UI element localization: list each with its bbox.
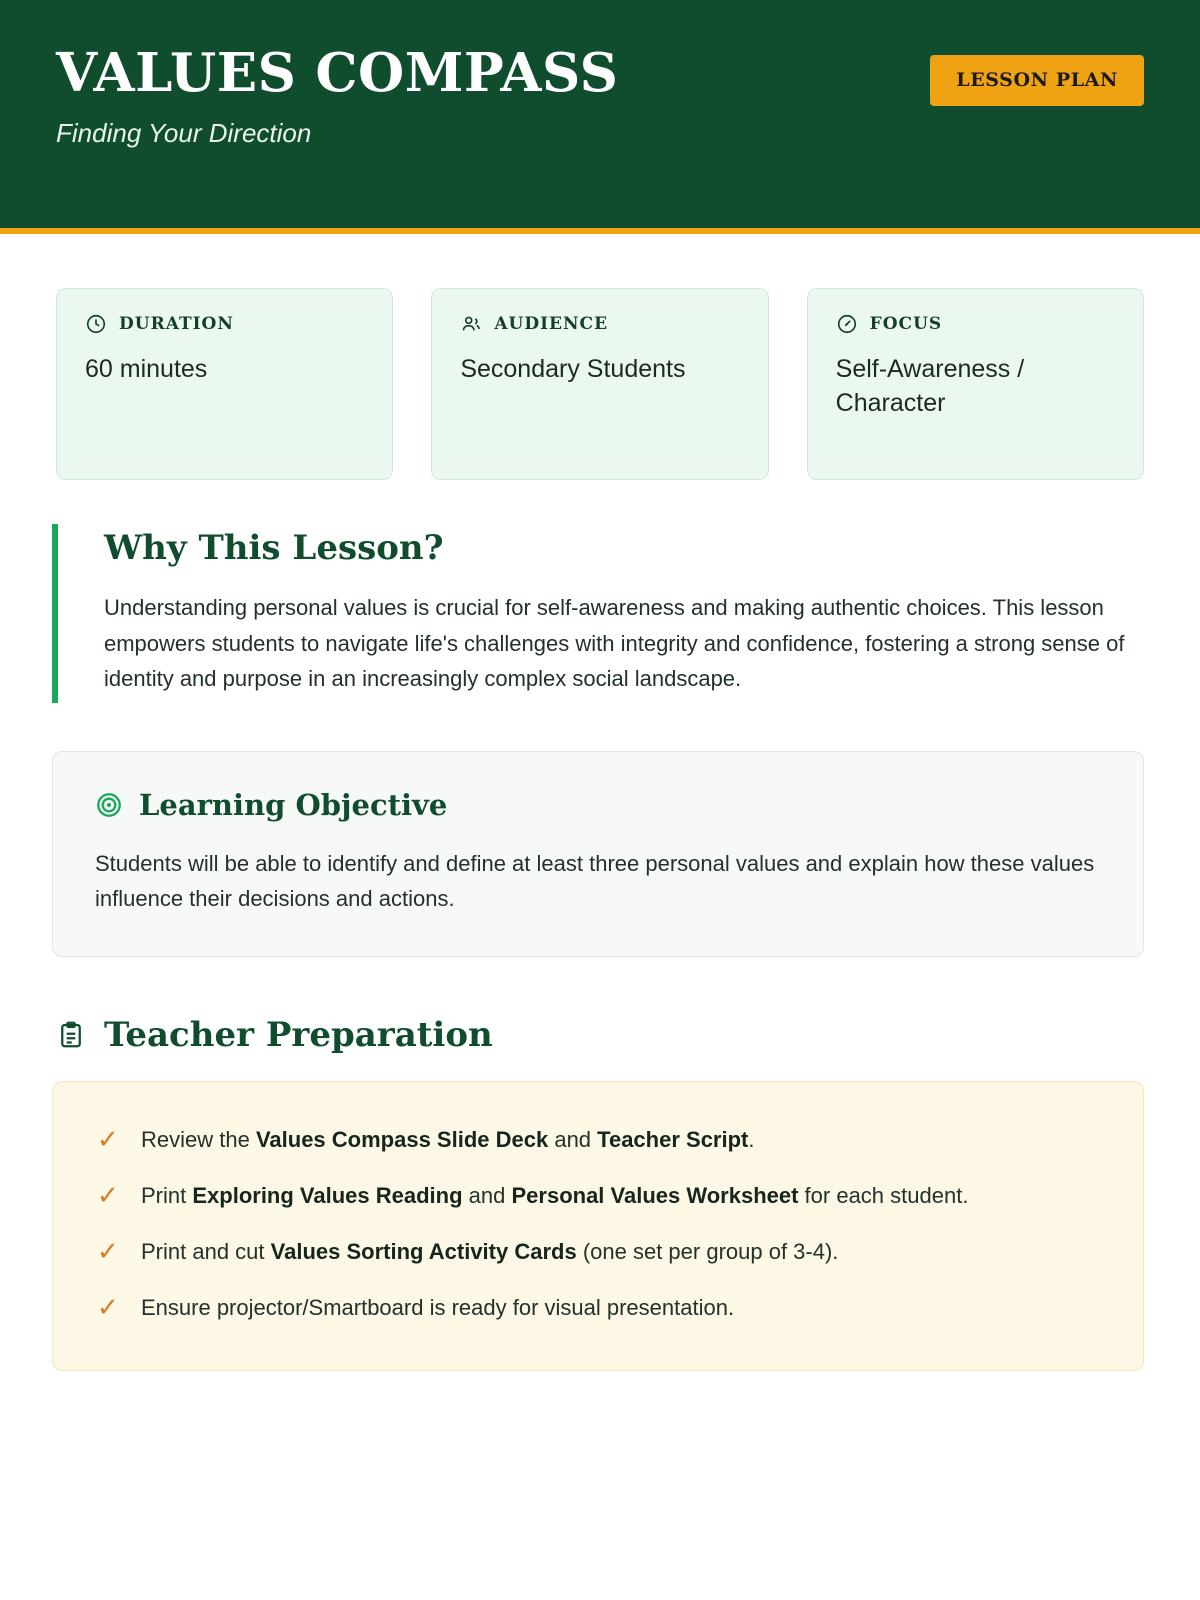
prep-item-text: Print Exploring Values Reading and Personal Values Worksheet for each student.	[141, 1183, 969, 1209]
meta-card-audience-header	[460, 313, 739, 335]
learning-objective-box	[52, 751, 1144, 957]
learning-objective-heading: Learning Objective	[139, 787, 448, 822]
audience-icon	[460, 313, 482, 335]
meta-card-focus-header	[836, 313, 1115, 335]
page-header	[0, 0, 1200, 234]
check-icon: ✓	[97, 1236, 119, 1267]
list-item	[87, 1112, 1109, 1168]
check-icon: ✓	[97, 1291, 119, 1322]
meta-card-duration	[56, 288, 393, 480]
bullseye-icon	[95, 791, 123, 819]
prep-item-text: Review the Values Compass Slide Deck and Teacher Script.	[141, 1127, 755, 1153]
clipboard-icon	[56, 1020, 86, 1050]
meta-card-focus	[807, 288, 1144, 480]
teacher-preparation-heading: Teacher Preparation	[104, 1015, 493, 1056]
list-item	[87, 1280, 1109, 1336]
page-subtitle: Finding Your Direction	[56, 117, 312, 148]
why-this-lesson-section	[52, 524, 1144, 703]
list-item	[87, 1224, 1109, 1280]
meta-card-focus-value: Self-Awareness / Character	[835, 355, 1025, 417]
meta-card-duration-value: 60 minutes	[85, 355, 208, 383]
page-title: VALUES COMPASS	[56, 42, 619, 104]
meta-card-focus-label: FOCUS	[869, 314, 943, 334]
check-icon: ✓	[97, 1180, 119, 1211]
meta-card-duration-label: DURATION	[119, 314, 234, 334]
teacher-preparation-list	[52, 1081, 1144, 1371]
prep-item-text: Print and cut Values Sorting Activity Cards (one set per group of 3-4).	[141, 1239, 839, 1265]
target-icon	[836, 313, 858, 335]
meta-card-duration-header	[85, 313, 364, 335]
meta-card-audience-value: Secondary Students	[460, 355, 686, 383]
learning-objective-header	[95, 788, 1101, 822]
meta-card-row	[0, 234, 1200, 480]
lesson-plan-badge: LESSON PLAN	[930, 55, 1144, 106]
check-icon: ✓	[97, 1124, 119, 1155]
teacher-preparation-header	[56, 1015, 1144, 1055]
why-this-lesson-body: Understanding personal values is crucial for self-awareness and making authentic choices. This lesson empowers students to navigate life's challenges with integrity and confidence, fostering a strong sense of identity and purpose in an increasingly complex social landscape.	[104, 595, 1125, 692]
list-item	[87, 1168, 1109, 1224]
meta-card-audience-label: AUDIENCE	[494, 314, 609, 334]
prep-item-text: Ensure projector/Smartboard is ready for visual presentation.	[141, 1294, 735, 1320]
clock-icon	[85, 313, 107, 335]
meta-card-audience	[431, 288, 768, 480]
learning-objective-body: Students will be able to identify and define at least three personal values and explain how these values influence their decisions and actions.	[95, 850, 1095, 912]
why-this-lesson-heading: Why This Lesson?	[104, 528, 444, 568]
